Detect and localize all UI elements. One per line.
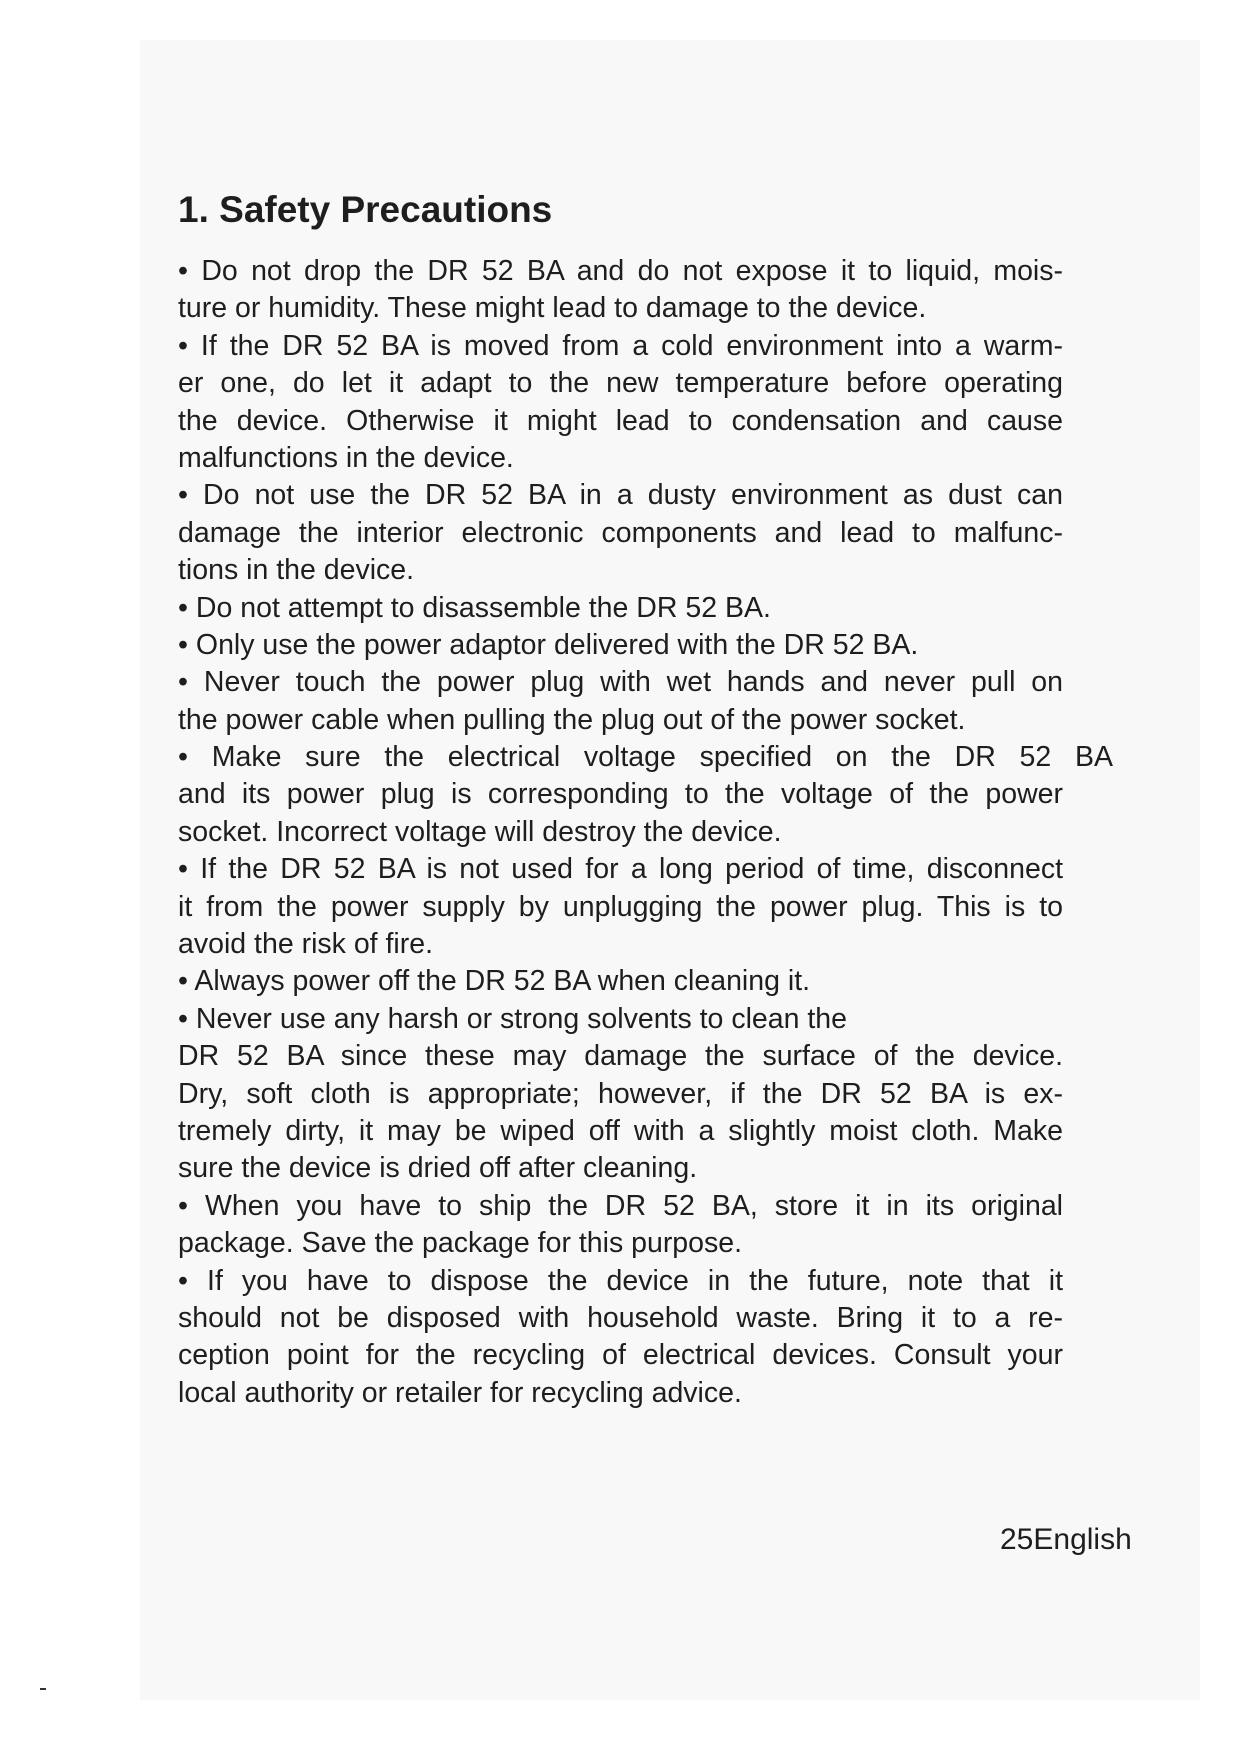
scan-mark <box>40 1688 46 1690</box>
text-line: • If the DR 52 BA is not used for a long period of time, disconnect <box>178 853 1063 886</box>
text-line: • If the DR 52 BA is moved from a cold environment into a warm- <box>178 329 1063 362</box>
text-line: • Always power off the DR 52 BA when cleaning it. <box>178 965 811 998</box>
page-title: 1. Safety Precautions <box>178 189 553 230</box>
text-line: socket. Incorrect voltage will destroy the device. <box>178 815 782 848</box>
text-line: tremely dirty, it may be wiped off with a slightly moist cloth. Make <box>178 1114 1063 1147</box>
text-line: • Do not attempt to disassemble the DR 52 BA. <box>178 591 771 624</box>
text-line: • If you have to dispose the device in the future, note that it <box>178 1264 1063 1297</box>
text-line: ception point for the recycling of electrical devices. Consult your <box>178 1339 1063 1372</box>
text-line: damage the interior electronic components and lead to malfunc- <box>178 516 1063 549</box>
text-line: should not be disposed with household waste. Bring it to a re- <box>178 1301 1063 1334</box>
text-line: • Make sure the electrical voltage specified on the DR 52 BA <box>178 741 1113 774</box>
safety-list <box>178 253 1113 1412</box>
text-line: the power cable when pulling the plug out of the power socket. <box>178 703 966 736</box>
text-line: DR 52 BA since these may damage the surface of the device. <box>178 1040 1063 1073</box>
text-line: • Only use the power adaptor delivered with the DR 52 BA. <box>178 628 919 661</box>
text-line: malfunctions in the device. <box>178 441 514 474</box>
text-line: er one, do let it adapt to the new temperature before operating <box>178 367 1063 400</box>
language-label: English <box>1033 1523 1132 1556</box>
text-line: tions in the device. <box>178 554 415 587</box>
page-footer <box>1000 1520 1132 1560</box>
text-line: avoid the risk of fire. <box>178 928 434 961</box>
page-number: 25 <box>1000 1523 1034 1556</box>
text-line: local authority or retailer for recycling advice. <box>178 1376 742 1409</box>
text-line: and its power plug is corresponding to the voltage of the power <box>178 778 1063 811</box>
text-line: Dry, soft cloth is appropriate; however, if the DR 52 BA is ex- <box>178 1077 1063 1110</box>
text-line: • When you have to ship the DR 52 BA, store it in its original <box>178 1189 1063 1222</box>
text-line: • Never touch the power plug with wet hands and never pull on <box>178 666 1063 699</box>
text-line: • Do not use the DR 52 BA in a dusty environment as dust can <box>178 479 1063 512</box>
text-line: • Do not drop the DR 52 BA and do not expose it to liquid, mois- <box>178 255 1063 287</box>
text-line: package. Save the package for this purpose. <box>178 1227 743 1260</box>
text-line: • Never use any harsh or strong solvents to clean the <box>178 1002 847 1035</box>
text-line: ture or humidity. These might lead to damage to the device. <box>178 292 927 325</box>
text-line: sure the device is dried off after cleaning. <box>178 1152 698 1185</box>
document-body <box>178 183 1113 1412</box>
text-line: it from the power supply by unplugging the power plug. This is to <box>178 890 1063 923</box>
text-line: the device. Otherwise it might lead to condensation and cause <box>178 404 1063 437</box>
